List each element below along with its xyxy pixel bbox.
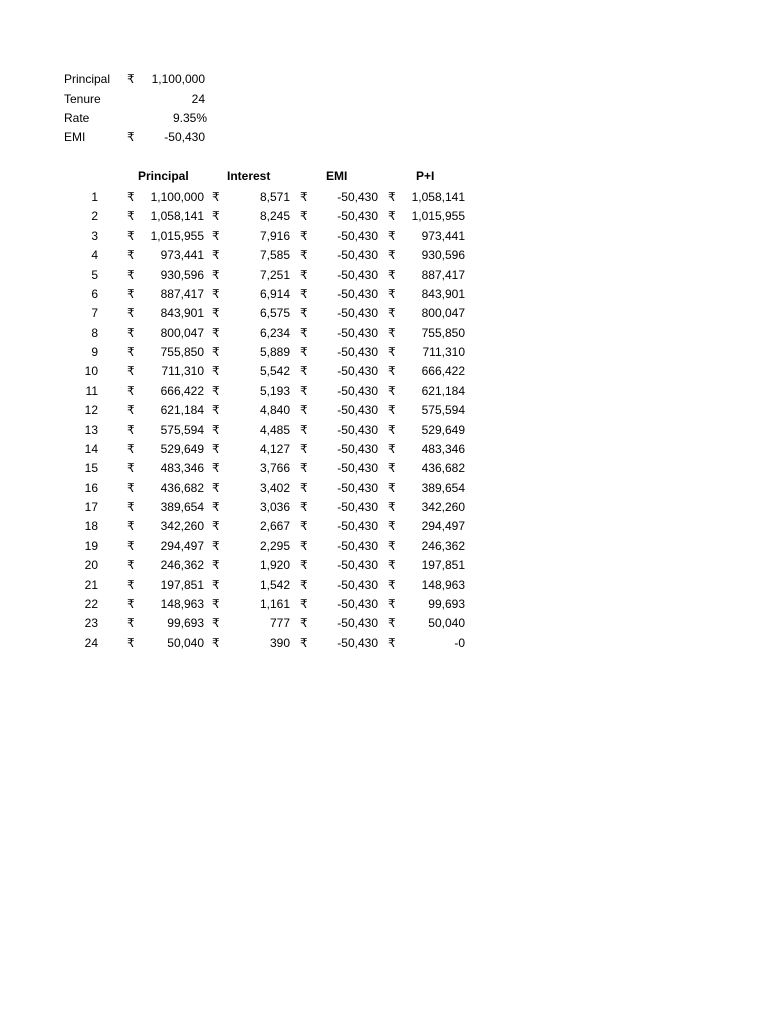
emi-value: -50,430 xyxy=(337,287,378,301)
pi-value: 148,963 xyxy=(421,578,465,592)
pi-value: 389,654 xyxy=(421,481,465,495)
principal-currency: ₹ xyxy=(127,326,135,340)
interest-currency: ₹ xyxy=(212,597,220,611)
interest-value: 6,234 xyxy=(259,326,290,340)
emi-currency: ₹ xyxy=(300,558,308,572)
principal-value: 843,901 xyxy=(160,306,204,320)
emi-currency: ₹ xyxy=(300,229,308,243)
pi-value: 621,184 xyxy=(421,384,465,398)
emi-currency: ₹ xyxy=(300,384,308,398)
pi-value: 50,040 xyxy=(428,616,465,630)
emi-currency: ₹ xyxy=(300,500,308,514)
principal-currency: ₹ xyxy=(127,481,135,495)
pi-currency: ₹ xyxy=(388,268,396,282)
emi-currency: ₹ xyxy=(300,209,308,223)
pi-currency: ₹ xyxy=(388,364,396,378)
pi-currency: ₹ xyxy=(388,636,396,650)
pi-currency: ₹ xyxy=(388,578,396,592)
principal-value: 99,693 xyxy=(167,616,204,630)
emi-value: -50,430 xyxy=(337,616,378,630)
emi-value: -50,430 xyxy=(337,636,378,650)
emi-value: -50,430 xyxy=(337,578,378,592)
pi-value: 1,015,955 xyxy=(411,209,465,223)
pi-value: 973,441 xyxy=(421,229,465,243)
emi-value: -50,430 xyxy=(337,500,378,514)
interest-value: 2,295 xyxy=(259,539,290,553)
principal-currency: ₹ xyxy=(127,209,135,223)
principal-currency: ₹ xyxy=(127,268,135,282)
interest-currency: ₹ xyxy=(212,364,220,378)
interest-value: 4,127 xyxy=(259,442,290,456)
interest-currency: ₹ xyxy=(212,616,220,630)
pi-currency: ₹ xyxy=(388,209,396,223)
emi-currency: ₹ xyxy=(300,597,308,611)
principal-currency: ₹ xyxy=(127,345,135,359)
row-number: 18 xyxy=(84,519,98,533)
row-number: 23 xyxy=(84,616,98,630)
row-number: 2 xyxy=(91,209,98,223)
pi-currency: ₹ xyxy=(388,306,396,320)
emi-value: -50,430 xyxy=(337,268,378,282)
header-emi: EMI xyxy=(326,169,348,183)
emi-value: -50,430 xyxy=(337,539,378,553)
row-number: 10 xyxy=(84,364,98,378)
row-number: 19 xyxy=(84,539,98,553)
row-number: 5 xyxy=(91,268,98,282)
interest-currency: ₹ xyxy=(212,423,220,437)
row-number: 21 xyxy=(84,578,98,592)
interest-currency: ₹ xyxy=(212,403,220,417)
pi-value: 99,693 xyxy=(428,597,465,611)
emi-currency: ₹ xyxy=(300,248,308,262)
interest-currency: ₹ xyxy=(212,578,220,592)
interest-value: 5,193 xyxy=(259,384,290,398)
pi-currency: ₹ xyxy=(388,519,396,533)
row-number: 13 xyxy=(84,423,98,437)
principal-value: 436,682 xyxy=(160,481,204,495)
interest-value: 5,542 xyxy=(259,364,290,378)
interest-value: 390 xyxy=(269,636,290,650)
emi-value: -50,430 xyxy=(337,326,378,340)
header-principal: Principal xyxy=(138,169,189,183)
emi-currency: ₹ xyxy=(300,306,308,320)
interest-value: 3,036 xyxy=(259,500,290,514)
principal-value: 973,441 xyxy=(160,248,204,262)
emi-currency: ₹ xyxy=(300,616,308,630)
principal-currency: ₹ xyxy=(127,578,135,592)
rate-value: 9.35% xyxy=(172,111,207,125)
interest-currency: ₹ xyxy=(212,209,220,223)
emi-currency: ₹ xyxy=(300,287,308,301)
row-number: 12 xyxy=(84,403,98,417)
interest-currency: ₹ xyxy=(212,539,220,553)
principal-currency: ₹ xyxy=(127,461,135,475)
principal-currency: ₹ xyxy=(127,248,135,262)
row-number: 15 xyxy=(84,461,98,475)
principal-currency: ₹ xyxy=(127,539,135,553)
row-number: 11 xyxy=(85,384,98,398)
principal-value: 800,047 xyxy=(160,326,204,340)
principal-value: 483,346 xyxy=(160,461,204,475)
pi-currency: ₹ xyxy=(388,539,396,553)
principal-currency: ₹ xyxy=(127,364,135,378)
emi-currency: ₹ xyxy=(300,268,308,282)
interest-currency: ₹ xyxy=(212,384,220,398)
emi-currency: ₹ xyxy=(300,539,308,553)
emi-currency: ₹ xyxy=(300,403,308,417)
interest-currency: ₹ xyxy=(212,190,220,204)
rate-label: Rate xyxy=(64,111,90,125)
principal-value: 246,362 xyxy=(160,558,204,572)
principal-currency: ₹ xyxy=(127,519,135,533)
emi-value: -50,430 xyxy=(337,229,378,243)
emi-value: -50,430 xyxy=(337,345,378,359)
emi-value: -50,430 xyxy=(164,130,205,144)
emi-value: -50,430 xyxy=(337,364,378,378)
interest-value: 6,575 xyxy=(259,306,290,320)
pi-value: 843,901 xyxy=(421,287,465,301)
pi-currency: ₹ xyxy=(388,229,396,243)
principal-value: 575,594 xyxy=(160,423,204,437)
principal-currency: ₹ xyxy=(127,597,135,611)
pi-value: 483,346 xyxy=(421,442,465,456)
pi-value: 755,850 xyxy=(421,326,465,340)
pi-currency: ₹ xyxy=(388,461,396,475)
pi-currency: ₹ xyxy=(388,500,396,514)
interest-value: 4,840 xyxy=(259,403,290,417)
pi-value: 930,596 xyxy=(421,248,465,262)
interest-value: 8,245 xyxy=(259,209,290,223)
row-number: 8 xyxy=(91,326,98,340)
principal-currency: ₹ xyxy=(127,72,135,86)
emi-value: -50,430 xyxy=(337,423,378,437)
emi-currency: ₹ xyxy=(300,345,308,359)
row-number: 3 xyxy=(91,229,98,243)
tenure-value: 24 xyxy=(191,92,205,106)
emi-value: -50,430 xyxy=(337,597,378,611)
interest-value: 7,251 xyxy=(259,268,290,282)
principal-value: 1,100,000 xyxy=(151,72,205,86)
emi-value: -50,430 xyxy=(337,481,378,495)
emi-currency: ₹ xyxy=(300,578,308,592)
interest-value: 3,766 xyxy=(259,461,290,475)
principal-value: 930,596 xyxy=(160,268,204,282)
principal-currency: ₹ xyxy=(127,500,135,514)
row-number: 1 xyxy=(91,190,98,204)
pi-value: 197,851 xyxy=(421,558,465,572)
principal-value: 197,851 xyxy=(160,578,204,592)
principal-currency: ₹ xyxy=(127,403,135,417)
interest-currency: ₹ xyxy=(212,326,220,340)
emi-currency: ₹ xyxy=(300,190,308,204)
principal-value: 342,260 xyxy=(160,519,204,533)
emi-value: -50,430 xyxy=(337,190,378,204)
emi-currency: ₹ xyxy=(300,423,308,437)
principal-label: Principal xyxy=(64,72,111,86)
interest-currency: ₹ xyxy=(212,345,220,359)
pi-value: 436,682 xyxy=(421,461,465,475)
emi-currency: ₹ xyxy=(300,481,308,495)
principal-value: 294,497 xyxy=(160,539,204,553)
emi-label: EMI xyxy=(64,130,86,144)
principal-currency: ₹ xyxy=(127,190,135,204)
pi-currency: ₹ xyxy=(388,442,396,456)
pi-value: 575,594 xyxy=(421,403,465,417)
pi-value: 666,422 xyxy=(421,364,465,378)
interest-currency: ₹ xyxy=(212,461,220,475)
interest-currency: ₹ xyxy=(212,268,220,282)
header-interest: Interest xyxy=(227,169,271,183)
row-number: 24 xyxy=(84,636,98,650)
principal-value: 711,310 xyxy=(161,364,204,378)
pi-value: -0 xyxy=(454,636,465,650)
emi-currency: ₹ xyxy=(300,636,308,650)
interest-currency: ₹ xyxy=(212,636,220,650)
interest-value: 5,889 xyxy=(259,345,290,359)
emi-value: -50,430 xyxy=(337,461,378,475)
pi-currency: ₹ xyxy=(388,403,396,417)
pi-currency: ₹ xyxy=(388,597,396,611)
principal-currency: ₹ xyxy=(127,229,135,243)
emi-value: -50,430 xyxy=(337,558,378,572)
interest-value: 1,542 xyxy=(259,578,290,592)
principal-value: 148,963 xyxy=(160,597,204,611)
interest-value: 777 xyxy=(269,616,290,630)
pi-value: 800,047 xyxy=(421,306,465,320)
pi-value: 342,260 xyxy=(421,500,465,514)
emi-currency: ₹ xyxy=(127,130,135,144)
pi-value: 1,058,141 xyxy=(411,190,465,204)
pi-value: 529,649 xyxy=(421,423,465,437)
interest-value: 7,585 xyxy=(259,248,290,262)
header-p-plus-i: P+I xyxy=(416,169,435,183)
pi-currency: ₹ xyxy=(388,190,396,204)
interest-currency: ₹ xyxy=(212,558,220,572)
pi-currency: ₹ xyxy=(388,248,396,262)
pi-currency: ₹ xyxy=(388,481,396,495)
emi-value: -50,430 xyxy=(337,209,378,223)
row-number: 9 xyxy=(91,345,98,359)
principal-value: 887,417 xyxy=(160,287,204,301)
interest-value: 4,485 xyxy=(259,423,290,437)
emi-currency: ₹ xyxy=(300,519,308,533)
emi-value: -50,430 xyxy=(337,248,378,262)
pi-value: 887,417 xyxy=(421,268,465,282)
emi-currency: ₹ xyxy=(300,326,308,340)
row-number: 16 xyxy=(84,481,98,495)
row-number: 4 xyxy=(91,248,98,262)
interest-currency: ₹ xyxy=(212,287,220,301)
interest-value: 7,916 xyxy=(259,229,290,243)
row-number: 14 xyxy=(84,442,98,456)
pi-currency: ₹ xyxy=(388,384,396,398)
interest-currency: ₹ xyxy=(212,442,220,456)
principal-value: 666,422 xyxy=(160,384,204,398)
pi-currency: ₹ xyxy=(388,616,396,630)
principal-currency: ₹ xyxy=(127,306,135,320)
emi-currency: ₹ xyxy=(300,461,308,475)
principal-value: 529,649 xyxy=(160,442,204,456)
pi-value: 711,310 xyxy=(422,345,465,359)
principal-value: 1,100,000 xyxy=(150,190,204,204)
emi-value: -50,430 xyxy=(337,384,378,398)
interest-value: 1,920 xyxy=(259,558,290,572)
interest-currency: ₹ xyxy=(212,248,220,262)
pi-currency: ₹ xyxy=(388,345,396,359)
emi-value: -50,430 xyxy=(337,403,378,417)
principal-currency: ₹ xyxy=(127,287,135,301)
interest-value: 6,914 xyxy=(259,287,290,301)
row-number: 17 xyxy=(84,500,98,514)
interest-value: 8,571 xyxy=(259,190,290,204)
principal-value: 755,850 xyxy=(160,345,204,359)
row-number: 22 xyxy=(84,597,98,611)
interest-currency: ₹ xyxy=(212,500,220,514)
row-number: 7 xyxy=(91,306,98,320)
principal-currency: ₹ xyxy=(127,558,135,572)
interest-currency: ₹ xyxy=(212,306,220,320)
emi-currency: ₹ xyxy=(300,442,308,456)
pi-currency: ₹ xyxy=(388,287,396,301)
principal-currency: ₹ xyxy=(127,423,135,437)
interest-currency: ₹ xyxy=(212,519,220,533)
emi-value: -50,430 xyxy=(337,442,378,456)
principal-value: 389,654 xyxy=(160,500,204,514)
principal-currency: ₹ xyxy=(127,384,135,398)
principal-value: 50,040 xyxy=(167,636,204,650)
interest-currency: ₹ xyxy=(212,229,220,243)
principal-value: 1,015,955 xyxy=(150,229,204,243)
pi-currency: ₹ xyxy=(388,326,396,340)
pi-currency: ₹ xyxy=(388,558,396,572)
interest-value: 2,667 xyxy=(259,519,290,533)
principal-value: 1,058,141 xyxy=(150,209,204,223)
principal-currency: ₹ xyxy=(127,442,135,456)
emi-value: -50,430 xyxy=(337,519,378,533)
principal-currency: ₹ xyxy=(127,636,135,650)
row-number: 20 xyxy=(84,558,98,572)
interest-value: 3,402 xyxy=(259,481,290,495)
tenure-label: Tenure xyxy=(64,92,101,106)
row-number: 6 xyxy=(91,287,98,301)
interest-currency: ₹ xyxy=(212,481,220,495)
principal-value: 621,184 xyxy=(160,403,204,417)
pi-value: 294,497 xyxy=(421,519,465,533)
emi-currency: ₹ xyxy=(300,364,308,378)
principal-currency: ₹ xyxy=(127,616,135,630)
interest-value: 1,161 xyxy=(259,597,290,611)
emi-value: -50,430 xyxy=(337,306,378,320)
pi-currency: ₹ xyxy=(388,423,396,437)
pi-value: 246,362 xyxy=(421,539,465,553)
